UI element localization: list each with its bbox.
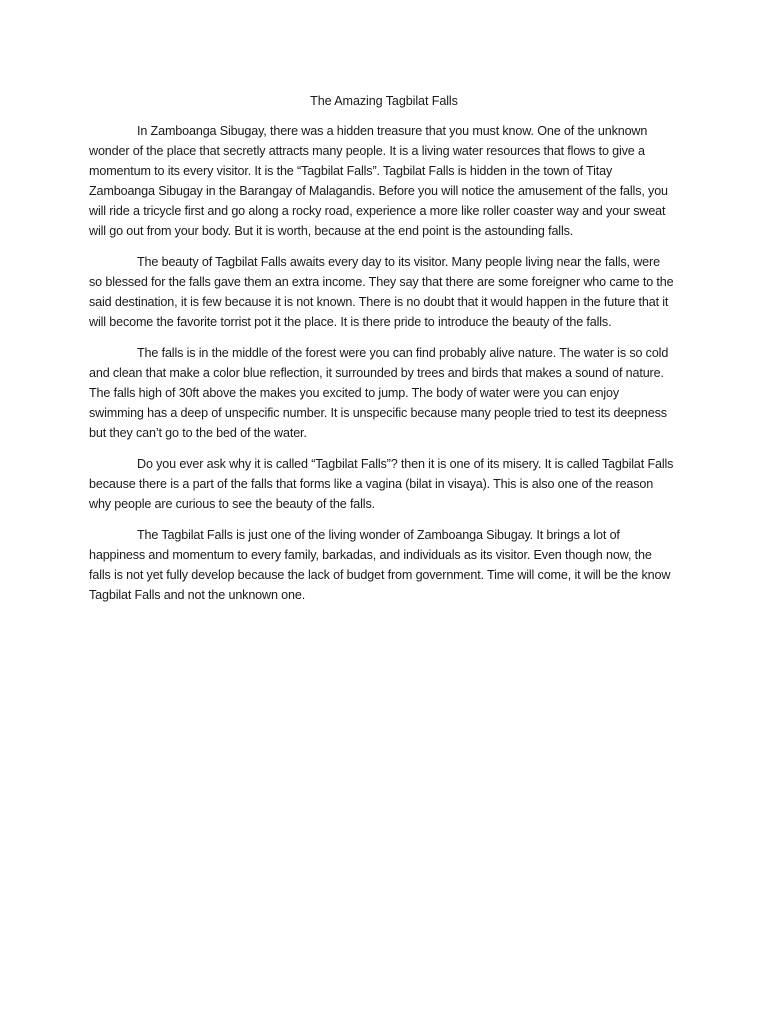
document-title: The Amazing Tagbilat Falls <box>310 94 458 108</box>
paragraph-3: The falls is in the middle of the forest were you can find probably alive nature. The water is so cold and clean that make a color blue reflection, it surrounded by trees and birds that makes a sound of nature. The falls high of 30ft above the makes you excited to jump. The body of water were you can enjoy swimming has a deep of unspecific number. It is unspecific because many people tried to test its deepness but they can’t go to the bed of the water. <box>89 346 669 440</box>
paragraph-5: The Tagbilat Falls is just one of the living wonder of Zamboanga Sibugay. It brings a lot of happiness and momentum to every family, barkadas, and individuals as its visitor. Even though now, the falls is not yet fully develop because the lack of budget from government. Time will come, it will be the know Tagbilat Falls and not the unknown one. <box>89 528 671 602</box>
paragraph-4: Do you ever ask why it is called “Tagbilat Falls”? then it is one of its misery. It is called Tagbilat Falls because there is a part of the falls that forms like a vagina (bilat in visaya). This is also one of the reason why people are curious to see the beauty of the falls. <box>89 457 674 511</box>
paragraph-2: The beauty of Tagbilat Falls awaits every day to its visitor. Many people living near the falls, were so blessed for the falls gave them an extra income. They say that there are some foreigner who came to the said destination, it is few because it is not known. There is no doubt that it would happen in the future that it will become the favorite torrist pot it the place. It is there pride to introduce the beauty of the falls. <box>89 255 674 329</box>
paragraph-1: In Zamboanga Sibugay, there was a hidden treasure that you must know. One of the unknown wonder of the place that secretly attracts many people. It is a living water resources that flows to give a momentum to its every visitor. It is the “Tagbilat Falls”. Tagbilat Falls is hidden in the town of Titay Zamboanga Sibugay in the Barangay of Malagandis. Before you will notice the amusement of the falls, you will ride a tricycle first and go along a rocky road, experience a more like roller coaster way and your sweat will go out from your body. But it is worth, because at the end point is the astounding falls. <box>89 124 668 238</box>
document-body <box>89 121 674 616</box>
